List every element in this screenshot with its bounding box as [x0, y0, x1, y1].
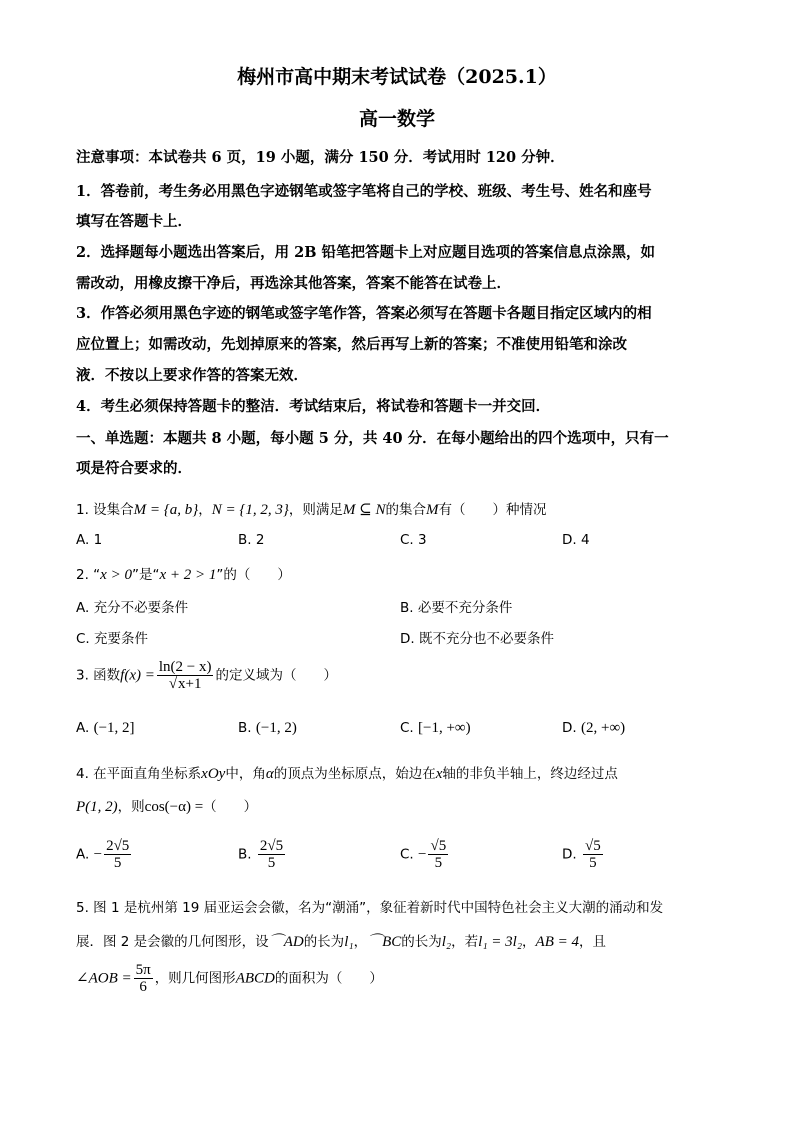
- q2-option-c[interactable]: C. 充要条件: [76, 631, 149, 647]
- q5-text-f: ，: [522, 934, 536, 950]
- question-3-stem: [76, 659, 337, 692]
- q2-mid: ”是“: [131, 567, 160, 583]
- q4-option-c-sign: −: [418, 846, 427, 863]
- question-4-line-1: [76, 762, 618, 783]
- q4-alpha: α: [265, 766, 274, 782]
- q1-option-c[interactable]: C. 3: [400, 532, 427, 548]
- instruction-4: 4．考生必须保持答题卡的整洁．考试结束后，将试卷和答题卡一并交回．: [76, 398, 551, 415]
- q5-angle-den: 6: [139, 979, 147, 995]
- q1-suffix: 有（ ）种情况: [438, 502, 547, 518]
- q4-option-d[interactable]: [562, 838, 605, 871]
- q4-text-d: 轴的非负半轴上，终边经过点: [442, 766, 618, 782]
- q4-option-a-letter: A.: [76, 846, 90, 863]
- section-heading-line-2: 项是符合要求的．: [76, 460, 192, 477]
- q5-arc-ad: ⌒AD: [268, 934, 304, 950]
- q4-option-c-den: 5: [434, 855, 443, 871]
- section-heading-line-1: 一、单选题：本题共 8 小题，每小题 5 分，共 40 分．在每小题给出的四个选项中，只有一: [76, 430, 669, 447]
- q4-point: P(1, 2): [76, 799, 118, 815]
- q5-text-g: ，且: [579, 934, 606, 950]
- q3-option-d[interactable]: [562, 720, 625, 737]
- q2-option-a[interactable]: A. 充分不必要条件: [76, 600, 189, 616]
- q5-text-i: 的面积为（ ）: [274, 970, 383, 987]
- instruction-3-line-3: 液．不按以上要求作答的答案无效．: [76, 367, 308, 384]
- q3-denominator: √x+1: [168, 676, 202, 692]
- q1-option-a[interactable]: A. 1: [76, 532, 103, 548]
- exam-subject: 高一数学: [358, 108, 435, 130]
- q5-text-c: ，: [353, 934, 368, 950]
- q3-function: f(x) =: [120, 667, 155, 684]
- question-4-line-2: [76, 795, 257, 816]
- q5-arc-ad-label: AD: [283, 934, 304, 950]
- q3-option-b-letter: B.: [238, 720, 252, 736]
- q1-option-d[interactable]: D. 4: [562, 532, 590, 548]
- q4-text-a: 4. 在平面直角坐标系: [76, 766, 202, 782]
- q1-option-b[interactable]: B. 2: [238, 532, 265, 548]
- instruction-2-line-2: 需改动，用橡皮擦干净后，再选涂其他答案，答案不能答在试卷上．: [76, 275, 511, 292]
- question-1-stem: [76, 498, 547, 519]
- q5-l1: l₁: [344, 934, 354, 950]
- question-5-line-1: 5. 图 1 是杭州第 19 届亚运会会徽，名为“潮涌”，象征着新时代中国特色社会主义大潮的涌动和发: [76, 900, 664, 916]
- q4-option-b-fraction: [258, 838, 285, 871]
- q3-prefix: 3. 函数: [76, 667, 121, 684]
- q4-expression: cos(−α) =: [144, 799, 204, 815]
- q4-option-a-num: 2√5: [106, 838, 130, 854]
- question-2-stem: [76, 563, 291, 584]
- q4-option-b[interactable]: [238, 838, 287, 871]
- q3-option-b-value: (−1, 2): [255, 720, 297, 736]
- q5-condition: l₁ = 3l₂: [478, 934, 523, 950]
- instruction-2-line-1: 2．选择题每小题选出答案后，用 2B 铅笔把答题卡上对应题目选项的答案信息点涂黑，如: [76, 244, 656, 261]
- q2-condition-1: x > 0: [100, 567, 132, 583]
- q4-option-c[interactable]: [400, 838, 450, 871]
- q1-set-m: M = {a, b}: [133, 502, 199, 518]
- q1-var-m: M: [426, 502, 439, 518]
- q4-option-c-letter: C.: [400, 846, 414, 863]
- q3-numerator: ln(2 − x): [158, 659, 212, 675]
- q4-option-c-fraction: [428, 838, 448, 871]
- question-5-line-3: [76, 962, 383, 995]
- question-5-line-2: [76, 930, 606, 951]
- q3-option-b[interactable]: [238, 720, 297, 737]
- q4-x-axis: x: [435, 766, 443, 782]
- q4-option-a[interactable]: [76, 838, 133, 871]
- q3-option-a-value: (−1, 2]: [93, 720, 135, 736]
- q3-option-d-value: (2, +∞): [580, 720, 626, 736]
- q4-option-a-sign: −: [93, 846, 103, 863]
- q3-fraction: [157, 659, 214, 692]
- q5-text-b: 的长为: [303, 934, 345, 950]
- q2-suffix: ”的（ ）: [216, 567, 291, 583]
- q5-text-h: ，则几何图形: [154, 970, 236, 987]
- q5-angle: ∠AOB =: [76, 970, 132, 987]
- q5-arc-bc: ⌒BC: [367, 934, 402, 950]
- q3-denominator-radicand: x+1: [178, 676, 202, 692]
- q4-xoy: xOy: [201, 766, 226, 782]
- instruction-3-line-1: 3．作答必须用黑色字迹的钢笔或签字笔作答，答案必须写在答题卡各题目指定区域内的相: [76, 305, 652, 322]
- q3-suffix: 的定义域为（ ）: [215, 667, 337, 684]
- q3-option-c-letter: C.: [400, 720, 414, 736]
- q2-option-d[interactable]: D. 既不充分也不必要条件: [400, 631, 554, 647]
- q3-option-c[interactable]: [400, 720, 471, 737]
- q1-mid: ，则满足: [288, 502, 343, 518]
- q2-condition-2: x + 2 > 1: [159, 567, 217, 583]
- q3-option-a-letter: A.: [76, 720, 90, 736]
- q5-arc-bc-label: BC: [382, 934, 402, 950]
- q4-option-c-num: √5: [430, 838, 447, 854]
- q3-option-c-value: [−1, +∞): [418, 720, 471, 736]
- q4-option-b-letter: B.: [238, 846, 252, 863]
- q2-prefix: 2. “: [76, 567, 101, 583]
- q5-text-d: 的长为: [401, 934, 442, 950]
- q5-abcd: ABCD: [235, 970, 275, 987]
- q4-text-e: ，则: [117, 799, 145, 815]
- q4-option-b-den: 5: [267, 855, 276, 871]
- q5-angle-fraction: [134, 962, 153, 995]
- q1-set-n: N = {1, 2, 3}: [211, 502, 289, 518]
- q2-option-b[interactable]: B. 必要不充分条件: [400, 600, 513, 616]
- q3-option-a[interactable]: [76, 720, 135, 737]
- q1-prefix: 1. 设集合: [76, 502, 134, 518]
- q4-option-d-den: 5: [589, 855, 597, 871]
- q5-l2: l₂: [441, 934, 452, 950]
- q5-text-a: 展．图 2 是会徽的几何图形，设: [76, 934, 269, 950]
- q3-option-d-letter: D.: [562, 720, 577, 736]
- q4-option-d-letter: D.: [562, 846, 577, 863]
- q5-angle-num: 5π: [135, 962, 151, 978]
- q1-condition: M ⊆ N: [342, 502, 386, 518]
- instruction-1-line-1: 1．答卷前，考生务必用黑色字迹钢笔或签字笔将自己的学校、班级、考生号、姓名和座号: [76, 183, 652, 200]
- q4-option-d-num: √5: [584, 838, 601, 854]
- exam-title: 梅州市高中期末考试试卷（2025.1）: [237, 66, 557, 88]
- instruction-1-line-2: 填写在答题卡上．: [76, 213, 192, 230]
- q4-text-b: 中，角: [225, 766, 266, 782]
- q4-option-a-fraction: [104, 838, 131, 871]
- q4-text-c: 的顶点为坐标原点，始边在: [273, 766, 436, 782]
- q4-text-f: （ ）: [203, 799, 258, 815]
- instructions-note: 注意事项：本试卷共 6 页，19 小题，满分 150 分．考试用时 120 分钟．: [76, 149, 565, 166]
- q4-option-a-den: 5: [113, 855, 122, 871]
- q1-sep: ，: [198, 502, 212, 518]
- q4-option-b-num: 2√5: [259, 838, 284, 854]
- q5-text-e: ，若: [451, 934, 479, 950]
- q4-option-d-fraction: [583, 838, 603, 871]
- instruction-3-line-2: 应位置上；如需改动，先划掉原来的答案，然后再写上新的答案；不准使用铅笔和涂改: [76, 336, 627, 353]
- q5-ab: AB = 4: [535, 934, 579, 950]
- q1-mid2: 的集合: [385, 502, 426, 518]
